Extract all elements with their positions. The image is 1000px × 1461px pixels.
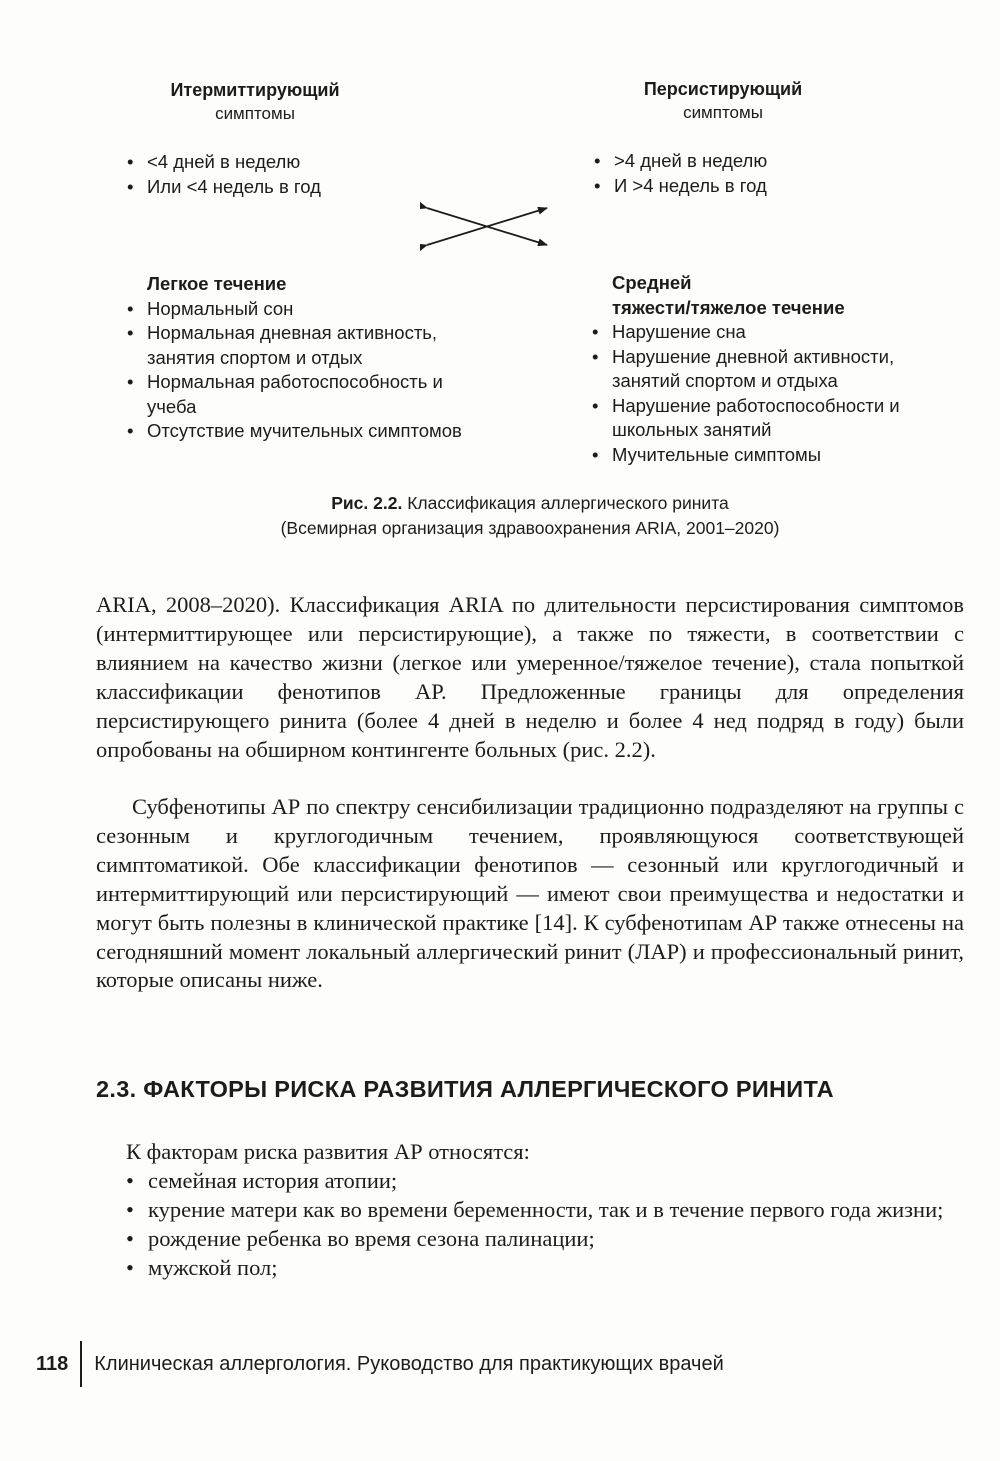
list-item: • Или <4 недель в год bbox=[127, 175, 427, 200]
list-item: • Нарушение работоспособности и школьных занятий bbox=[592, 394, 937, 443]
figure-caption-line1 bbox=[0, 491, 1000, 516]
intermittent-subtitle: симптомы bbox=[215, 104, 295, 123]
list-item: • И >4 недель в год bbox=[594, 174, 894, 199]
list-item: • Нарушение сна bbox=[592, 320, 937, 345]
persistent-title: Персистирующий bbox=[643, 79, 803, 99]
paragraph-1: ARIA, 2008–2020). Классификация ARIA по длительности персистирования симптомов (интермиттирующее или персистирующие), а также по тяжести, в соответствии с влиянием на качество жизни (легкое или умеренное/тяжелое течение), стала попыткой классификации фенотипов АР. Предложенные границы для определения персистирующего ринита (более 4 дней в неделю и более 4 нед подряд в году) были опробованы на обширном контингенте больных (рис. 2.2). bbox=[96, 592, 964, 762]
list-item: • Нормальный сон bbox=[127, 297, 472, 322]
persistent-subtitle: симптомы bbox=[683, 103, 763, 122]
list-item: • рождение ребенка во время сезона палинации; bbox=[126, 1225, 966, 1254]
severe-course-block bbox=[592, 271, 952, 467]
list-item: • >4 дней в неделю bbox=[594, 149, 894, 174]
list-item: • семейная история атопии; bbox=[126, 1167, 966, 1196]
persistent-criteria bbox=[594, 149, 894, 198]
figure-caption bbox=[0, 491, 1000, 541]
mild-course-title: Легкое течение bbox=[147, 273, 287, 294]
list-item: • мужской пол; bbox=[126, 1254, 966, 1283]
list-item: • Нарушение дневной активности, занятий спортом и отдыха bbox=[592, 345, 937, 394]
figure-caption-line2: (Всемирная организация здравоохранения ARIA, 2001–2020) bbox=[280, 518, 780, 538]
page-number: 118 bbox=[36, 1352, 69, 1375]
figure-caption-text: Классификация аллергического ринита bbox=[402, 493, 729, 513]
section-title: 2.3. ФАКТОРЫ РИСКА РАЗВИТИЯ АЛЛЕРГИЧЕСКОГО РИНИТА bbox=[96, 1076, 834, 1102]
intermittent-criteria bbox=[127, 150, 427, 199]
risk-factors-list bbox=[126, 1167, 966, 1283]
classification-figure bbox=[0, 0, 1000, 560]
footer-divider bbox=[80, 1341, 82, 1387]
risk-factors-intro: К факторам риска развития АР относятся: bbox=[126, 1139, 530, 1164]
list-item: • <4 дней в неделю bbox=[127, 150, 427, 175]
severe-course-title-line1: Средней bbox=[612, 272, 692, 293]
severe-course-list bbox=[592, 320, 937, 467]
list-item: • Отсутствие мучительных симптомов bbox=[127, 419, 472, 444]
mild-course-block bbox=[127, 272, 507, 444]
severe-course-title-line2: тяжести/тяжелое течение bbox=[612, 296, 845, 318]
list-item: • курение матери как во времени беременности, так и в течение первого года жизни; bbox=[126, 1196, 966, 1225]
paragraph-2: Субфенотипы АР по спектру сенсибилизации традиционно подразделяют на группы с сезонным и круглогодичным течением, проявляющуюся соответствующей симптоматикой. Обе классификации фенотипов — сезонный или круглогодичный и интермиттирующий или персистирующий — имеют свои преимущества и недостатки и могут быть полезны в клинической практике [14]. К субфенотипам АР также отнесены на сегодняшний момент локальный аллергический ринит (ЛАР) и профессиональный ринит, которые описаны ниже. bbox=[96, 794, 964, 993]
page-footer bbox=[36, 1340, 724, 1388]
book-title: Клиническая аллергология. Руководство для практикующих врачей bbox=[94, 1352, 724, 1375]
figure-label: Рис. 2.2. bbox=[331, 493, 403, 513]
persistent-header bbox=[618, 77, 828, 125]
mild-course-list bbox=[127, 297, 472, 444]
list-item: • Мучительные симптомы bbox=[592, 443, 937, 468]
intermittent-title: Итермиттирующий bbox=[170, 80, 340, 100]
cross-arrows-icon bbox=[420, 200, 554, 252]
intermittent-header bbox=[150, 78, 360, 126]
list-item: • Нормальная работоспособность и учеба bbox=[127, 370, 472, 419]
list-item: • Нормальная дневная активность, занятия спортом и отдых bbox=[127, 321, 472, 370]
